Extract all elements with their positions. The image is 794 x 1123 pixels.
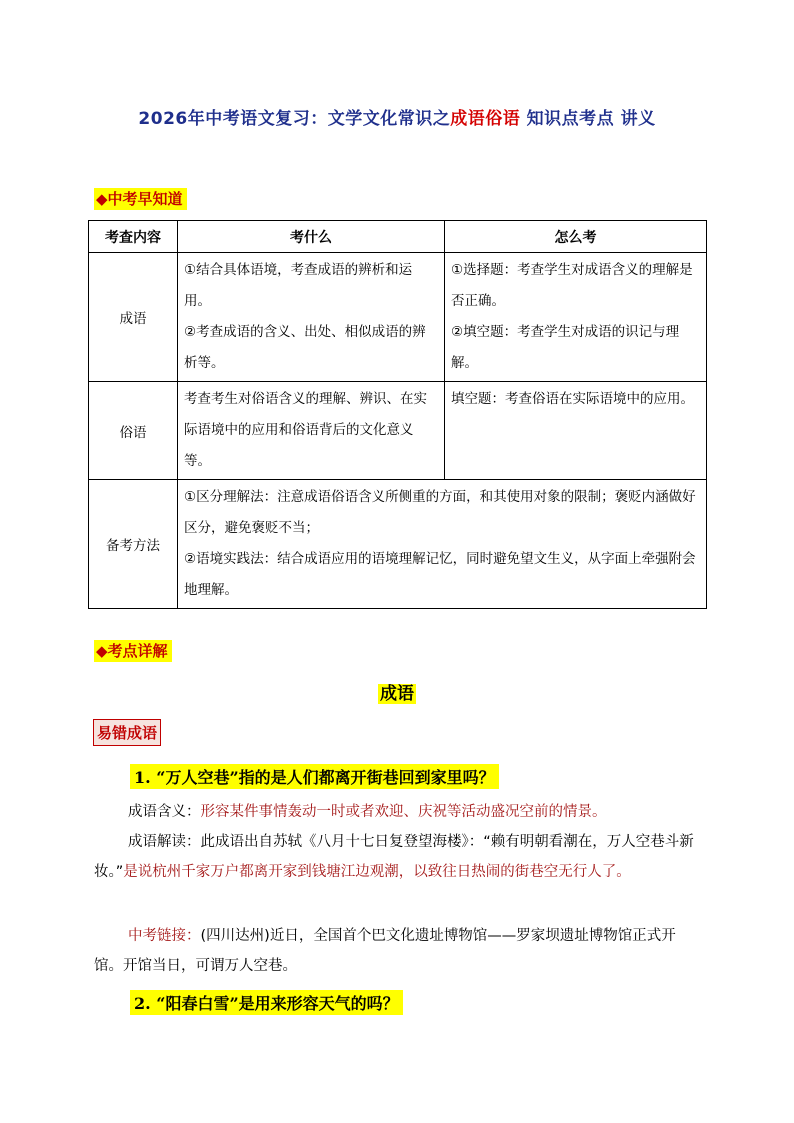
table-header: 考查内容: [89, 221, 178, 253]
exam-link-label: 中考链接：: [128, 928, 201, 944]
table-row: [89, 253, 707, 382]
exam-overview-table: [88, 220, 707, 609]
cell-line: [451, 255, 700, 379]
row-label: 成语: [89, 253, 178, 382]
cell-paragraph: ②填空题：考查学生对成语的识记与理解。: [451, 324, 680, 371]
section-heading-text: 成语: [380, 684, 414, 704]
q1-exam-link: [94, 921, 702, 981]
cell-paragraph: ②语境实践法：结合成语应用的语境理解记忆，同时避免望文生义，从字面上牵强附会地理解。: [184, 551, 696, 598]
cell-line: [184, 255, 438, 379]
meaning-text: 形容某件事情轰动一时或者欢迎、庆祝等活动盛况空前的情景。: [200, 804, 607, 820]
title-part-1: 2026年中考语文复习：文学文化常识之: [138, 109, 451, 129]
section-tag-details: ◆考点详解: [94, 640, 172, 662]
table-header: 考什么: [178, 221, 445, 253]
page-title: [0, 104, 794, 129]
interp-source: 此成语出自苏轼《八月十七日复登望海楼》：“赖有明朝看潮在，万人空巷斗新妆。”: [94, 834, 694, 880]
question-2-title: 2. “阳春白雪”是用来形容天气的吗？: [130, 990, 403, 1015]
row-how: [445, 253, 707, 382]
title-highlight: 成语俗语: [450, 109, 521, 129]
meaning-label: 成语含义：: [128, 804, 201, 820]
q1-interpretation: [94, 827, 702, 887]
cell-paragraph: ①结合具体语境，考查成语的辨析和运用。: [184, 262, 413, 309]
cell-paragraph: ①区分理解法：注意成语俗语含义所侧重的方面，和其使用对象的限制；褒贬内涵做好区分，避免褒贬不当；: [184, 489, 696, 536]
row-what: 考查考生对俗语含义的理解、辨识、在实际语境中的应用和俗语背后的文化意义等。: [178, 382, 445, 480]
cell-line: [184, 482, 700, 606]
row-how: 填空题：考查俗语在实际语境中的应用。: [445, 382, 707, 480]
section-tag-preview: ◆中考早知道: [94, 188, 187, 210]
title-part-2: 知识点考点 讲义: [520, 109, 656, 129]
error-prone-box: 易错成语: [93, 719, 161, 746]
row-method: [178, 480, 707, 609]
interp-explain: 是说杭州千家万户都离开家到钱塘江边观潮，以致往日热闹的街巷空无行人了。: [123, 864, 631, 880]
table-row: [89, 382, 707, 480]
question-1-title: 1. “万人空巷”指的是人们都离开街巷回到家里吗？: [130, 764, 499, 789]
table-header-row: [89, 221, 707, 253]
row-label: 俗语: [89, 382, 178, 480]
interp-label: 成语解读：: [128, 834, 201, 850]
q1-meaning: [94, 797, 702, 827]
table-row: [89, 480, 707, 609]
row-what: [178, 253, 445, 382]
cell-paragraph: ①选择题：考查学生对成语含义的理解是否正确。: [451, 262, 693, 309]
table-header: 怎么考: [445, 221, 707, 253]
cell-paragraph: ②考查成语的含义、出处、相似成语的辨析等。: [184, 324, 426, 371]
row-label: 备考方法: [89, 480, 178, 609]
exam-link-text: (四川达州)近日，全国首个巴文化遗址博物馆——罗家坝遗址博物馆正式开馆。开馆当日，可谓万人空巷。: [94, 928, 676, 974]
section-heading: [0, 679, 794, 704]
